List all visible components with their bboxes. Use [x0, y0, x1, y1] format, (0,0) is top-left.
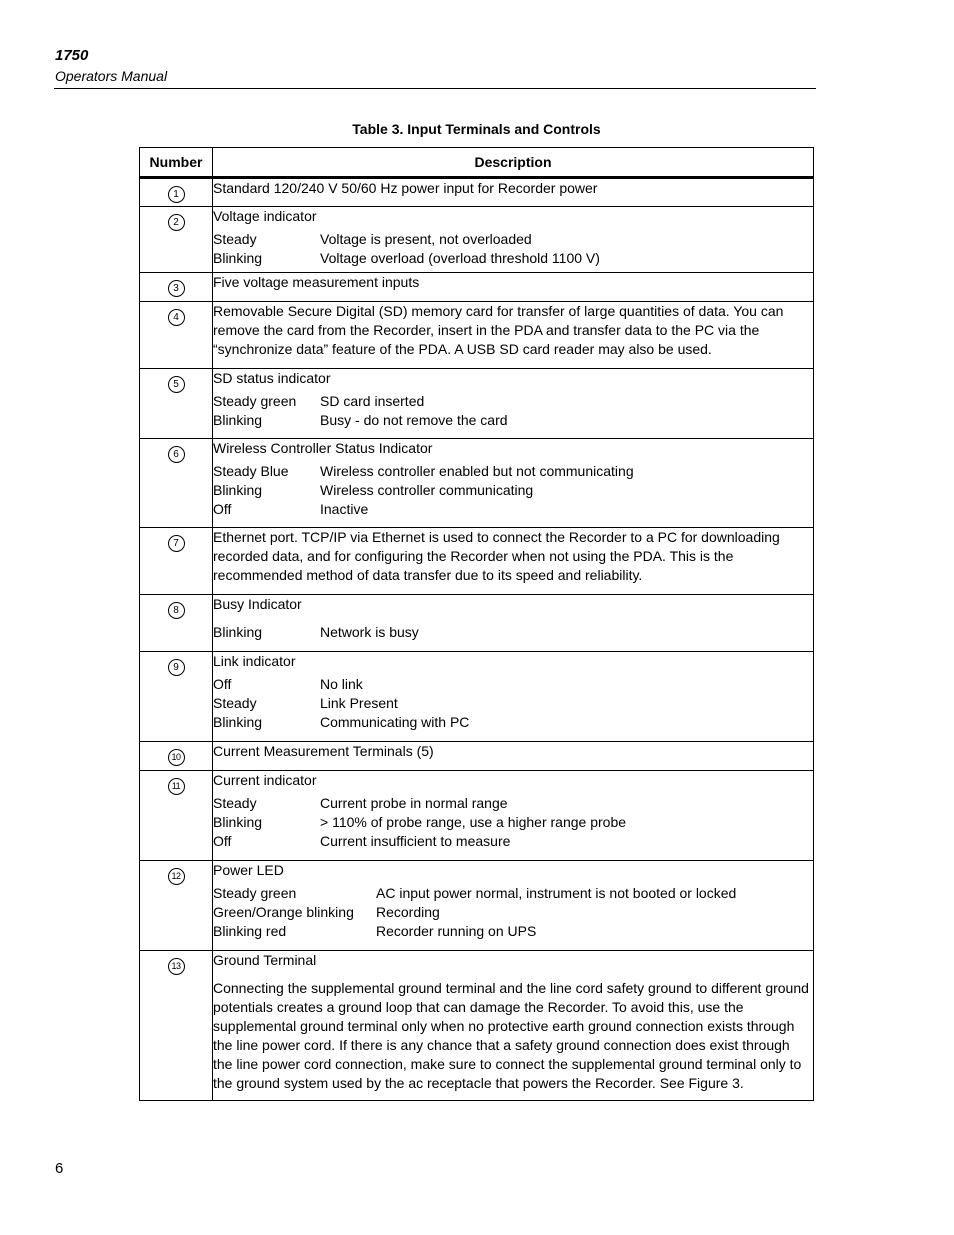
state-meaning: Current probe in normal range [320, 795, 508, 811]
header-divider [54, 88, 816, 89]
manual-model-number: 1750 [55, 47, 89, 64]
state-label: Steady green [213, 885, 297, 901]
row-description: Current indicator [213, 772, 317, 788]
item-number-badge: 13 [168, 958, 185, 975]
item-number-badge: 5 [168, 376, 185, 393]
row-description: Voltage indicator [213, 208, 317, 224]
state-line [213, 794, 813, 813]
state-meaning: Current insufficient to measure [320, 833, 511, 849]
state-label: Off [213, 676, 232, 692]
row-description: Ethernet port. TCP/IP via Ethernet is used to connect the Recorder to a PC for downloading recorded data, and for configuring the Recorder when not using the PDA. This is the recommended method of data transfer due to its speed and reliability. [213, 529, 780, 583]
table-row [140, 742, 814, 771]
state-line [213, 392, 813, 411]
row-description: Five voltage measurement inputs [213, 274, 420, 290]
state-line [213, 623, 813, 642]
state-label: Blinking [213, 250, 263, 266]
item-number-badge: 6 [168, 446, 185, 463]
state-label: Blinking red [213, 923, 287, 939]
state-label: Blinking [213, 714, 263, 730]
row-description: Busy Indicator [213, 596, 302, 612]
state-label: Blinking [213, 412, 263, 428]
table-row [140, 273, 814, 302]
table-row [140, 951, 814, 1101]
table-row [140, 771, 814, 861]
row-description: Current Measurement Terminals (5) [213, 743, 434, 759]
state-meaning: Voltage is present, not overloaded [320, 231, 532, 247]
item-number-badge: 4 [168, 309, 185, 326]
state-meaning: Wireless controller communicating [320, 482, 534, 498]
state-meaning: Busy - do not remove the card [320, 412, 508, 428]
state-label: Off [213, 501, 232, 517]
state-label: Steady [213, 231, 257, 247]
state-meaning: > 110% of probe range, use a higher range probe [320, 814, 627, 830]
state-line [213, 675, 813, 694]
state-label: Green/Orange blinking [213, 904, 354, 920]
state-label: Blinking [213, 624, 263, 640]
state-line [213, 694, 813, 713]
state-line [213, 813, 813, 832]
state-meaning: Recorder running on UPS [376, 923, 537, 939]
state-line [213, 230, 813, 249]
table-row [140, 369, 814, 439]
manual-subtitle: Operators Manual [55, 68, 168, 84]
state-label: Steady green [213, 393, 297, 409]
table-row [140, 207, 814, 273]
state-line [213, 462, 813, 481]
item-number-badge: 3 [168, 280, 185, 297]
item-number-badge: 11 [168, 778, 185, 795]
state-meaning: Voltage overload (overload threshold 1100 V) [320, 250, 600, 266]
table-row [140, 861, 814, 951]
state-label: Steady Blue [213, 463, 289, 479]
column-header-number: Number [140, 148, 213, 178]
table-row [140, 595, 814, 652]
row-description: Link indicator [213, 653, 296, 669]
item-number-badge: 1 [168, 186, 185, 203]
item-number-badge: 2 [168, 214, 185, 231]
table-title: Table 3. Input Terminals and Controls [352, 121, 601, 137]
state-line [213, 500, 813, 519]
state-line [213, 411, 813, 430]
state-meaning: No link [320, 676, 363, 692]
table-row [140, 302, 814, 369]
ground-warning-text: Connecting the supplemental ground terminal and the line cord safety ground to different ground potentials creates a ground loop that can damage the Recorder. To avoid this, use the supplemental ground terminal only when no protective earth ground connection exists through the line power cord. If there is any chance that a safety ground connection does exist through the line power cord connection, make sure to connect the supplemental ground terminal only to the ground system used by the ac receptacle that powers the Recorder. See Figure 3. [213, 980, 809, 1091]
state-meaning: Communicating with PC [320, 714, 470, 730]
row-description: Ground Terminal [213, 952, 317, 968]
row-description: Removable Secure Digital (SD) memory card for transfer of large quantities of data. You can remove the card from the Recorder, insert in the PDA and transfer data to the PC via the “synchronize data” feature of the PDA. A USB SD card reader may also be used. [213, 303, 784, 357]
state-meaning: Network is busy [320, 624, 419, 640]
table-row [140, 439, 814, 528]
state-line [213, 481, 813, 500]
row-description: Standard 120/240 V 50/60 Hz power input for Recorder power [213, 180, 598, 196]
table-row [140, 528, 814, 595]
state-line [213, 713, 813, 732]
state-meaning: SD card inserted [320, 393, 425, 409]
item-number-badge: 12 [168, 868, 185, 885]
page-number: 6 [55, 1160, 64, 1177]
state-line [213, 884, 813, 903]
state-label: Blinking [213, 814, 263, 830]
row-description: Wireless Controller Status Indicator [213, 440, 433, 456]
item-number-badge: 10 [168, 749, 185, 766]
state-label: Steady [213, 695, 257, 711]
table-row [140, 652, 814, 742]
state-line [213, 903, 813, 922]
state-meaning: Wireless controller enabled but not communicating [320, 463, 634, 479]
state-meaning: Link Present [320, 695, 398, 711]
state-label: Off [213, 833, 232, 849]
state-line [213, 922, 813, 941]
state-line [213, 249, 813, 268]
state-line [213, 832, 813, 851]
state-meaning: AC input power normal, instrument is not booted or locked [376, 885, 737, 901]
input-terminals-table [139, 147, 814, 1101]
table-row [140, 178, 814, 207]
item-number-badge: 9 [168, 659, 185, 676]
state-meaning: Inactive [320, 501, 369, 517]
column-header-description: Description [213, 148, 814, 178]
row-description: Power LED [213, 862, 284, 878]
table-header-row [140, 148, 814, 178]
item-number-badge: 7 [168, 535, 185, 552]
row-description: SD status indicator [213, 370, 331, 386]
state-label: Steady [213, 795, 257, 811]
item-number-badge: 8 [168, 602, 185, 619]
state-label: Blinking [213, 482, 263, 498]
state-meaning: Recording [376, 904, 440, 920]
